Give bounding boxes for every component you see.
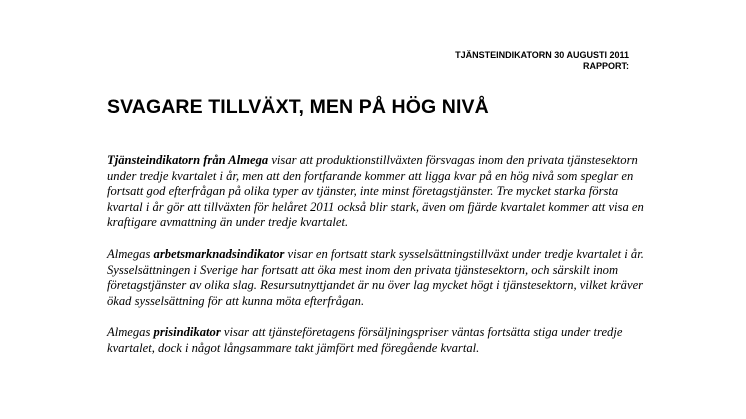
report-header — [455, 50, 629, 72]
paragraph-text: visar att produktionstillväxten försvagas inom den privata tjänstesektorn under tredje kvartalet i år, men att den fortfarande kommer att ligga kvar på en hög nivå som speglar en fortsatt god efterfrågan på olika typer av tjänster, inte minst företagstjänster. Tre mycket starka första kvartal i år gör att tillväxten för helåret 2011 också blir stark, även om fjärde kvartalet kommer att visa en kraftigare avmattning än under tredje kvartalet. — [107, 153, 644, 230]
paragraph-lead: Almegas — [107, 325, 154, 340]
paragraph-emphasis: prisindikator — [153, 325, 221, 340]
paragraph-emphasis: arbetsmarknadsindikator — [153, 246, 285, 261]
report-type-line: RAPPORT: — [582, 61, 629, 71]
page-title: SVAGARE TILLVÄXT, MEN PÅ HÖG NIVÅ — [107, 96, 489, 118]
paragraph-lead: Almegas — [107, 246, 154, 261]
document-body — [107, 153, 647, 373]
paragraph-prisindikator — [107, 325, 647, 356]
paragraph-text: visar att tjänsteföretagens försäljningspriser väntas fortsätta stiga under tredje kvartalet, dock i något långsammare takt jämfört med föregående kvartal. — [107, 325, 623, 355]
report-date-line: TJÄNSTEINDIKATORN 30 AUGUSTI 2011 — [455, 50, 629, 60]
paragraph-text: visar en fortsatt stark sysselsättningstillväxt under tredje kvartalet i år. Sysselsättningen i Sverige har fortsatt att öka mest inom den privata tjänstesektorn, och särskilt inom företagstjänster av olika slag. Resursutnyttjandet är nu över lag mycket högt i tjänstesektorn, vilket kräver ökad sysselsättning för att kunna möta efterfrågan. — [107, 246, 644, 308]
paragraph-emphasis: Tjänsteindikatorn från Almega — [107, 153, 269, 167]
paragraph-arbetsmarknadsindikator — [107, 247, 647, 309]
paragraph-tjansteindikator — [107, 153, 647, 231]
